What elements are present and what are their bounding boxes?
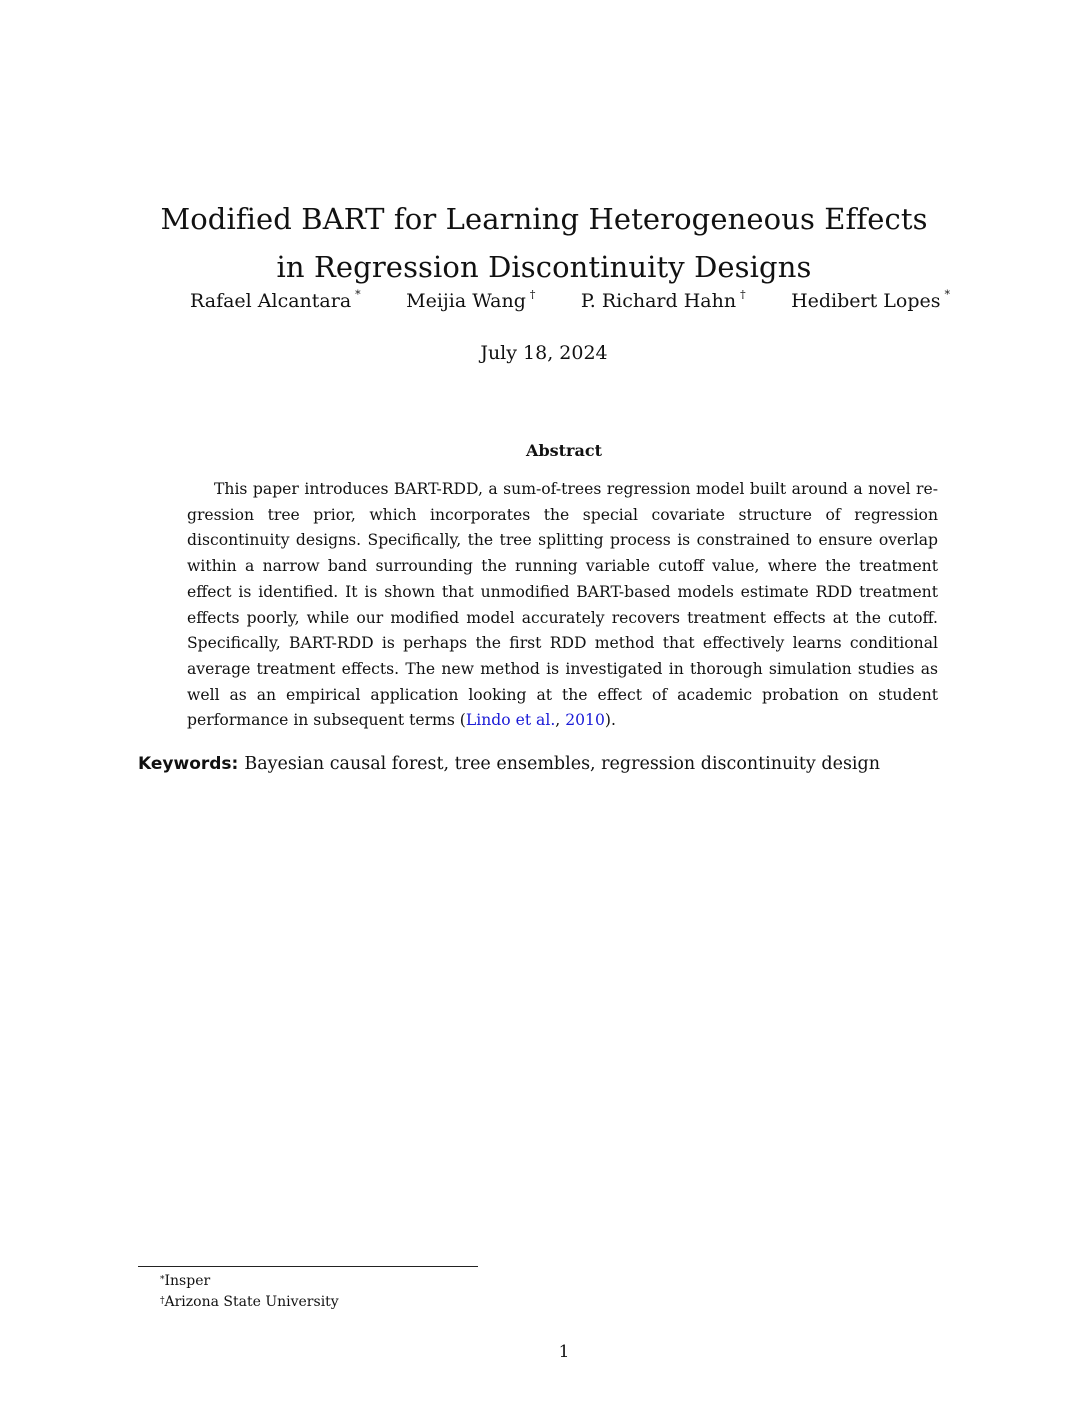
citation-author-link[interactable]: Lindo et al. [465,711,556,730]
abstract-paragraph [187,477,938,734]
author [581,290,746,312]
abstract-heading: Abstract [526,441,602,460]
keywords-label: Keywords: [138,754,239,774]
abstract-text: This paper introduces BART-RDD, a sum-of-trees regression model built around a novel regression tree prior, which incorporates the special covariate structure of regression discontinuity designs. Specifically, the tree splitting process is constrained to ensure overlap within a narrow band surrounding the running variable cutoff value, where the treatment effect is identified. It is shown that unmodified BART-based models estimate RDD treatment effects poorly, while our modified model accurately recovers treatment effects at the cutoff. Specifically, BART-RDD is perhaps the first RDD method that effectively learns conditional average treatment effects. The new method is investigated in thorough simulation studies as well as an empirical application looking at the effect of academic probation on student performance in subsequent terms ( [187,480,938,730]
author [406,290,535,312]
footnotes [160,1271,339,1313]
author-affiliation-mark: † [529,288,536,301]
keywords-text: Bayesian causal forest, tree ensembles, regression discontinuity design [244,754,880,774]
author-affiliation-mark: † [740,288,746,301]
footnote-text: Insper [164,1273,211,1289]
footnote-text: Arizona State University [164,1294,339,1310]
abstract-text-end: ). [604,711,616,730]
abstract-body [187,477,938,734]
author-name: Meijia Wang [406,290,526,312]
paper-title [0,195,1088,291]
footnote [160,1271,339,1292]
title-line-2: in Regression Discontinuity Designs [276,250,812,285]
footnote-mark: † [160,1296,165,1306]
author-name: Hedibert Lopes [791,290,941,312]
publication-date: July 18, 2024 [480,342,608,364]
keywords [138,754,880,774]
author [791,290,950,312]
author-affiliation-mark: * [944,288,950,301]
citation-year-link[interactable]: 2010 [565,711,605,730]
title-line-1: Modified BART for Learning Heterogeneous Effects [160,202,928,237]
footnote [160,1292,339,1313]
citation-separator: , [555,711,566,730]
author-list [190,290,950,312]
page-number: 1 [558,1342,570,1362]
footnote-divider [138,1266,478,1267]
footnote-mark: * [160,1275,165,1285]
author-name: Rafael Alcantara [190,290,352,312]
author-name: P. Richard Hahn [580,290,737,312]
author-affiliation-mark: * [355,288,361,301]
author [190,290,361,312]
